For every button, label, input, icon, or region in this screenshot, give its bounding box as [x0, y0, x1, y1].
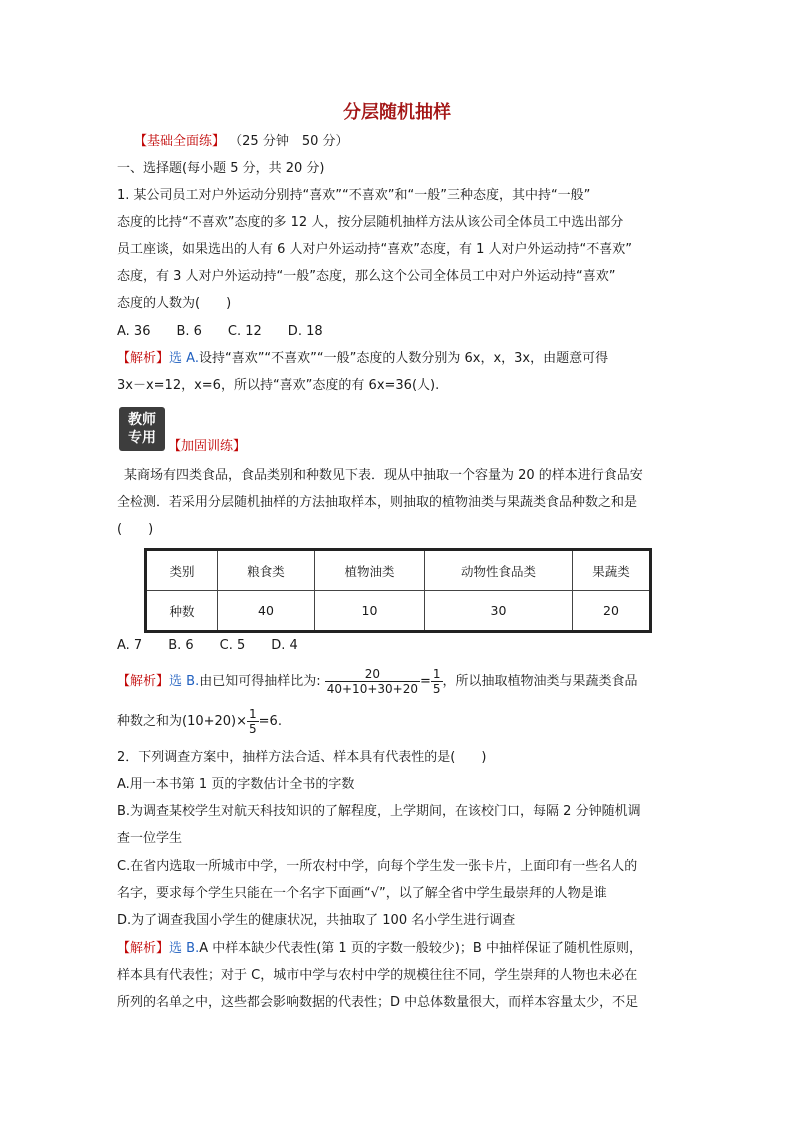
q2-stem: 2．下列调查方案中，抽样方法合适、样本具有代表性的是( )	[117, 750, 487, 765]
table-cell: 30	[425, 591, 573, 632]
exercise-time: （25 分钟 50 分）	[229, 134, 349, 149]
solution-choice: 选 B.	[169, 941, 200, 956]
fraction-denominator: 5	[432, 682, 441, 696]
fraction-numerator: 1	[249, 707, 257, 721]
reinforce-line-1: 某商场有四类食品，食品类别和种数见下表．现从中抽取一个容量为 20 的样本进行食品安	[124, 468, 643, 483]
table-header-cell: 植物油类	[315, 550, 425, 591]
solution-text: 设持“喜欢”“不喜欢”“一般”态度的人数分别为 6x，x，3x，由题意可得	[198, 351, 609, 366]
q2-option-a: A.用一本书第 1 页的字数估计全书的字数	[117, 777, 355, 792]
q2-option-d: D.为了调查我国小学生的健康状况，共抽取了 100 名小学生进行调查	[117, 913, 516, 928]
table-header-cell: 类别	[146, 550, 218, 591]
teacher-badge-line-1: 教师	[128, 412, 156, 428]
q2-solution-line-2: 样本具有代表性；对于 C，城市中学与农村中学的规模往往不同，学生崇拜的人物也未必在	[117, 968, 638, 983]
reinforce-label: 【加固训练】	[168, 439, 247, 454]
page-title: 分层随机抽样	[343, 102, 451, 123]
q1-line-4: 态度，有 3 人对户外运动持“一般”态度，那么这个公司全体员工中对户外运动持“喜欢”	[117, 269, 616, 284]
q2-option-b-line-1: B.为调查某校学生对航天科技知识的了解程度，上学期间，在该校门口，每隔 2 分钟随机调	[117, 804, 641, 819]
teacher-only-badge	[119, 407, 165, 451]
q2-solution-line-3: 所列的名单之中，这些都会影响数据的代表性；D 中总体数量很大，而样本容量太少，不足	[117, 995, 639, 1010]
solution-text: 种数之和为(10+20)×	[117, 714, 248, 729]
table-cell: 40	[218, 591, 315, 632]
table-row	[146, 550, 651, 591]
fraction-denominator: 40+10+30+20	[326, 682, 418, 696]
table-header-cell: 动物性食品类	[425, 550, 573, 591]
teacher-badge-line-2: 专用	[128, 430, 156, 446]
q1-options: A. 36 B. 6 C. 12 D. 18	[117, 324, 323, 339]
q2-option-c-line-2: 名字，要求每个学生只能在一个名字下面画“√”，以了解全省中学生最崇拜的人物是谁	[117, 886, 607, 901]
q1-line-1: 1. 某公司员工对户外运动分别持“喜欢”“不喜欢”和“一般”三种态度，其中持“一般”	[117, 188, 591, 203]
fraction	[325, 667, 420, 696]
q1-solution-line-2: 3x－x=12，x=6，所以持“喜欢”态度的有 6x=36(人).	[117, 378, 440, 393]
table-cell: 种数	[146, 591, 218, 632]
equals-sign: =	[419, 674, 431, 689]
solution-choice: 选 B.	[169, 674, 200, 689]
q1-line-2: 态度的比持“不喜欢”态度的多 12 人，按分层随机抽样方法从该公司全体员工中选出部分	[117, 215, 624, 230]
table-cell: 10	[315, 591, 425, 632]
food-table	[144, 548, 652, 633]
exercise-header	[134, 133, 694, 151]
reinforce-line-3: ( )	[117, 522, 154, 537]
q1-line-5: 态度的人数为( )	[117, 296, 232, 311]
q1-line-3: 员工座谈，如果选出的人有 6 人对户外运动持“喜欢”态度，有 1 人对户外运动持“不喜欢”	[117, 242, 633, 257]
q2-option-c-line-1: C.在省内选取一所城市中学，一所农村中学，向每个学生发一张卡片，上面印有一些名人的	[117, 859, 638, 874]
solution-choice: 选 A.	[169, 351, 199, 366]
solution-tag: 【解析】	[117, 941, 170, 956]
reinforce-options: A. 7 B. 6 C. 5 D. 4	[117, 638, 298, 653]
q1-solution-line-1	[117, 350, 677, 368]
fraction-numerator: 20	[325, 667, 420, 682]
exercise-badge: 【基础全面练】	[134, 134, 226, 149]
reinforce-solution-line-1	[117, 664, 677, 700]
solution-text: A 中样本缺少代表性(第 1 页的字数一般较少)；B 中抽样保证了随机性原则，	[199, 941, 642, 956]
table-cell: 20	[573, 591, 651, 632]
solution-text: =6.	[258, 714, 282, 729]
section-heading: 一、选择题(每小题 5 分，共 20 分)	[117, 161, 325, 176]
q2-solution-line-1	[117, 940, 677, 958]
fraction-numerator: 1	[432, 667, 441, 681]
table-header-cell: 粮食类	[218, 550, 315, 591]
table-header-cell: 果蔬类	[573, 550, 651, 591]
solution-tag: 【解析】	[117, 351, 170, 366]
solution-text: ，所以抽取植物油类与果蔬类食品	[442, 674, 638, 689]
fraction	[247, 707, 259, 736]
solution-text: 由已知可得抽样比为:	[199, 674, 321, 689]
fraction-denominator: 5	[249, 722, 257, 736]
reinforce-line-2: 全检测．若采用分层随机抽样的方法抽取样本，则抽取的植物油类与果蔬类食品种数之和是	[117, 495, 638, 510]
reinforce-solution-line-2	[117, 704, 677, 740]
solution-tag: 【解析】	[117, 674, 170, 689]
q2-option-b-line-2: 查一位学生	[117, 831, 183, 846]
fraction	[431, 667, 443, 696]
table-row	[146, 591, 651, 632]
